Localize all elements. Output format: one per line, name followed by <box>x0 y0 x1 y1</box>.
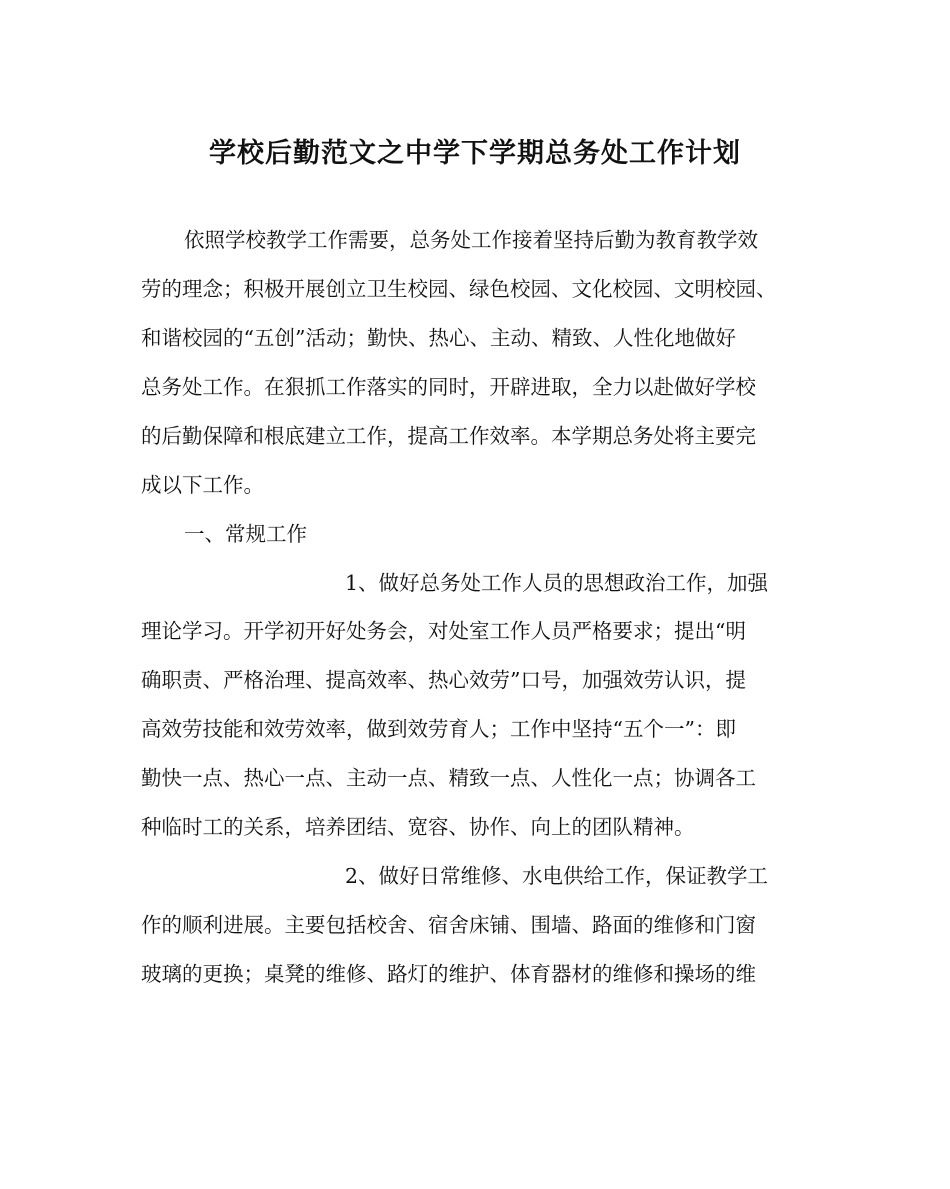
paragraph-line: 劳的理念；积极开展创立卫生校园、绿色校园、文化校园、文明校园、 <box>141 277 777 301</box>
paragraph-line: 玻璃的更换；桌凳的维修、路灯的维护、体育器材的维修和操场的维 <box>141 962 756 986</box>
document-title: 学校后勤范文之中学下学期总务处工作计划 <box>209 138 741 169</box>
paragraph-line: 的后勤保障和根底建立工作，提高工作效率。本学期总务处将主要完 <box>141 424 756 448</box>
paragraph-line: 确职责、严格治理、提高效率、热心效劳”口号，加强效劳认识，提 <box>141 668 746 692</box>
paragraph-line: 高效劳技能和效劳效率，做到效劳育人；工作中坚持“五个一”：即 <box>141 717 736 741</box>
paragraph-line: 成以下工作。 <box>141 473 264 497</box>
paragraph-line: 依照学校教学工作需要，总务处工作接着坚持后勤为教育教学效 <box>184 228 758 252</box>
paragraph-line: 种临时工的关系，培养团结、宽容、协作、向上的团队精神。 <box>141 815 695 839</box>
paragraph-line: 勤快一点、热心一点、主动一点、精致一点、人性化一点；协调各工 <box>141 766 756 790</box>
paragraph-line: 总务处工作。在狠抓工作落实的同时，开辟进取，全力以赴做好学校 <box>141 375 756 399</box>
paragraph-line: 2、做好日常维修、水电供给工作，保证教学工 <box>345 864 769 888</box>
paragraph-line: 1、做好总务处工作人员的思想政治工作，加强 <box>345 571 769 595</box>
paragraph-line: 和谐校园的“五创”活动；勤快、热心、主动、精致、人性化地做好 <box>141 326 736 350</box>
paragraph-line: 理论学习。开学初开好处务会，对处室工作人员严格要求；提出“明 <box>141 619 746 643</box>
section-heading: 一、常规工作 <box>184 522 307 546</box>
paragraph-line: 作的顺利进展。主要包括校舍、宿舍床铺、围墙、路面的维修和门窗 <box>141 913 756 937</box>
